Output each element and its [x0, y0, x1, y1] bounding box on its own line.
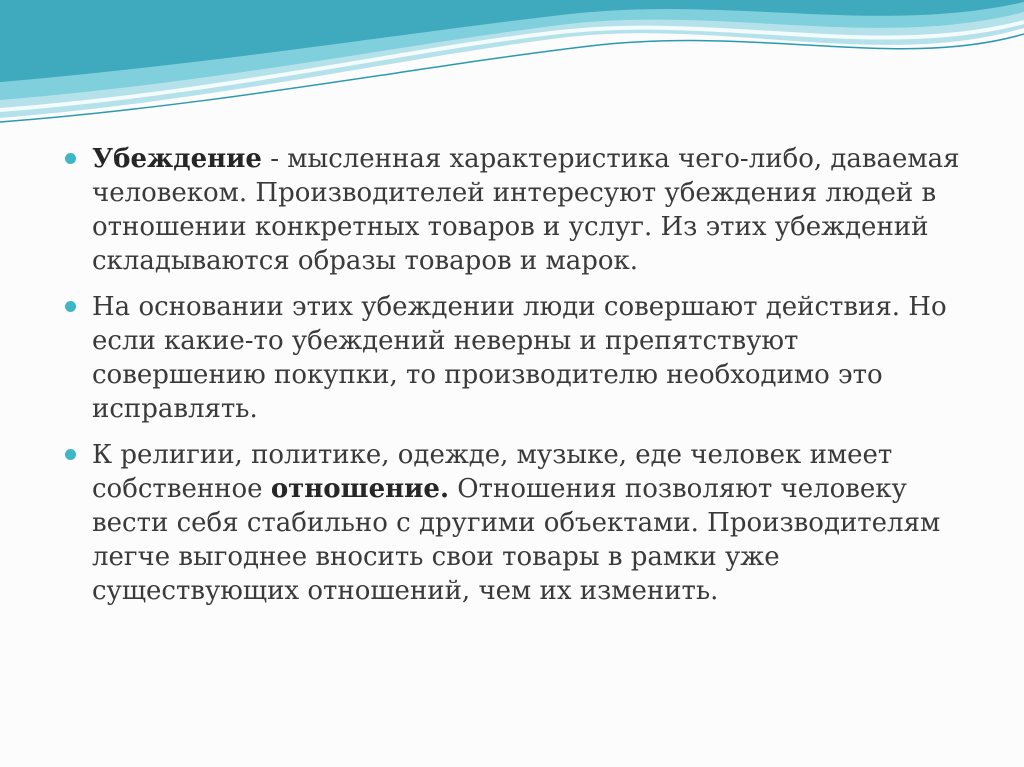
bullet-list [62, 142, 967, 620]
bullet-item-attitude [62, 438, 967, 608]
bullet-item-actions [62, 290, 967, 426]
attitude-text-after: Отношения позволяют человеку вести себя стабильно с другими объектами. Производителям легче выгоднее вносить свои товары в рамки уже существующих отношений, чем их изменить. [92, 474, 941, 606]
actions-text: На основании этих убеждении люди совершают действия. Но если какие-то убеждений неверны и препятствуют совершению покупки, то производителю необходимо это исправлять. [92, 292, 947, 424]
header-wave-decoration [0, 0, 1024, 125]
bullet-dot-icon [65, 153, 76, 164]
term-belief: Убеждение [92, 144, 262, 174]
bullet-dot-icon [65, 301, 76, 312]
attitude-text-before: К религии, политике, одежде, музыке, еде человек имеет собственное [92, 440, 893, 504]
term-attitude: отношение. [270, 474, 450, 504]
belief-definition: - мысленная характеристика чего-либо, даваемая человеком. Производителей интересуют убеждения людей в отношении конкретных товаров и услуг. Из этих убеждений складываются образы товаров и марок. [92, 144, 960, 276]
bullet-dot-icon [65, 449, 76, 460]
bullet-item-belief [62, 142, 967, 278]
